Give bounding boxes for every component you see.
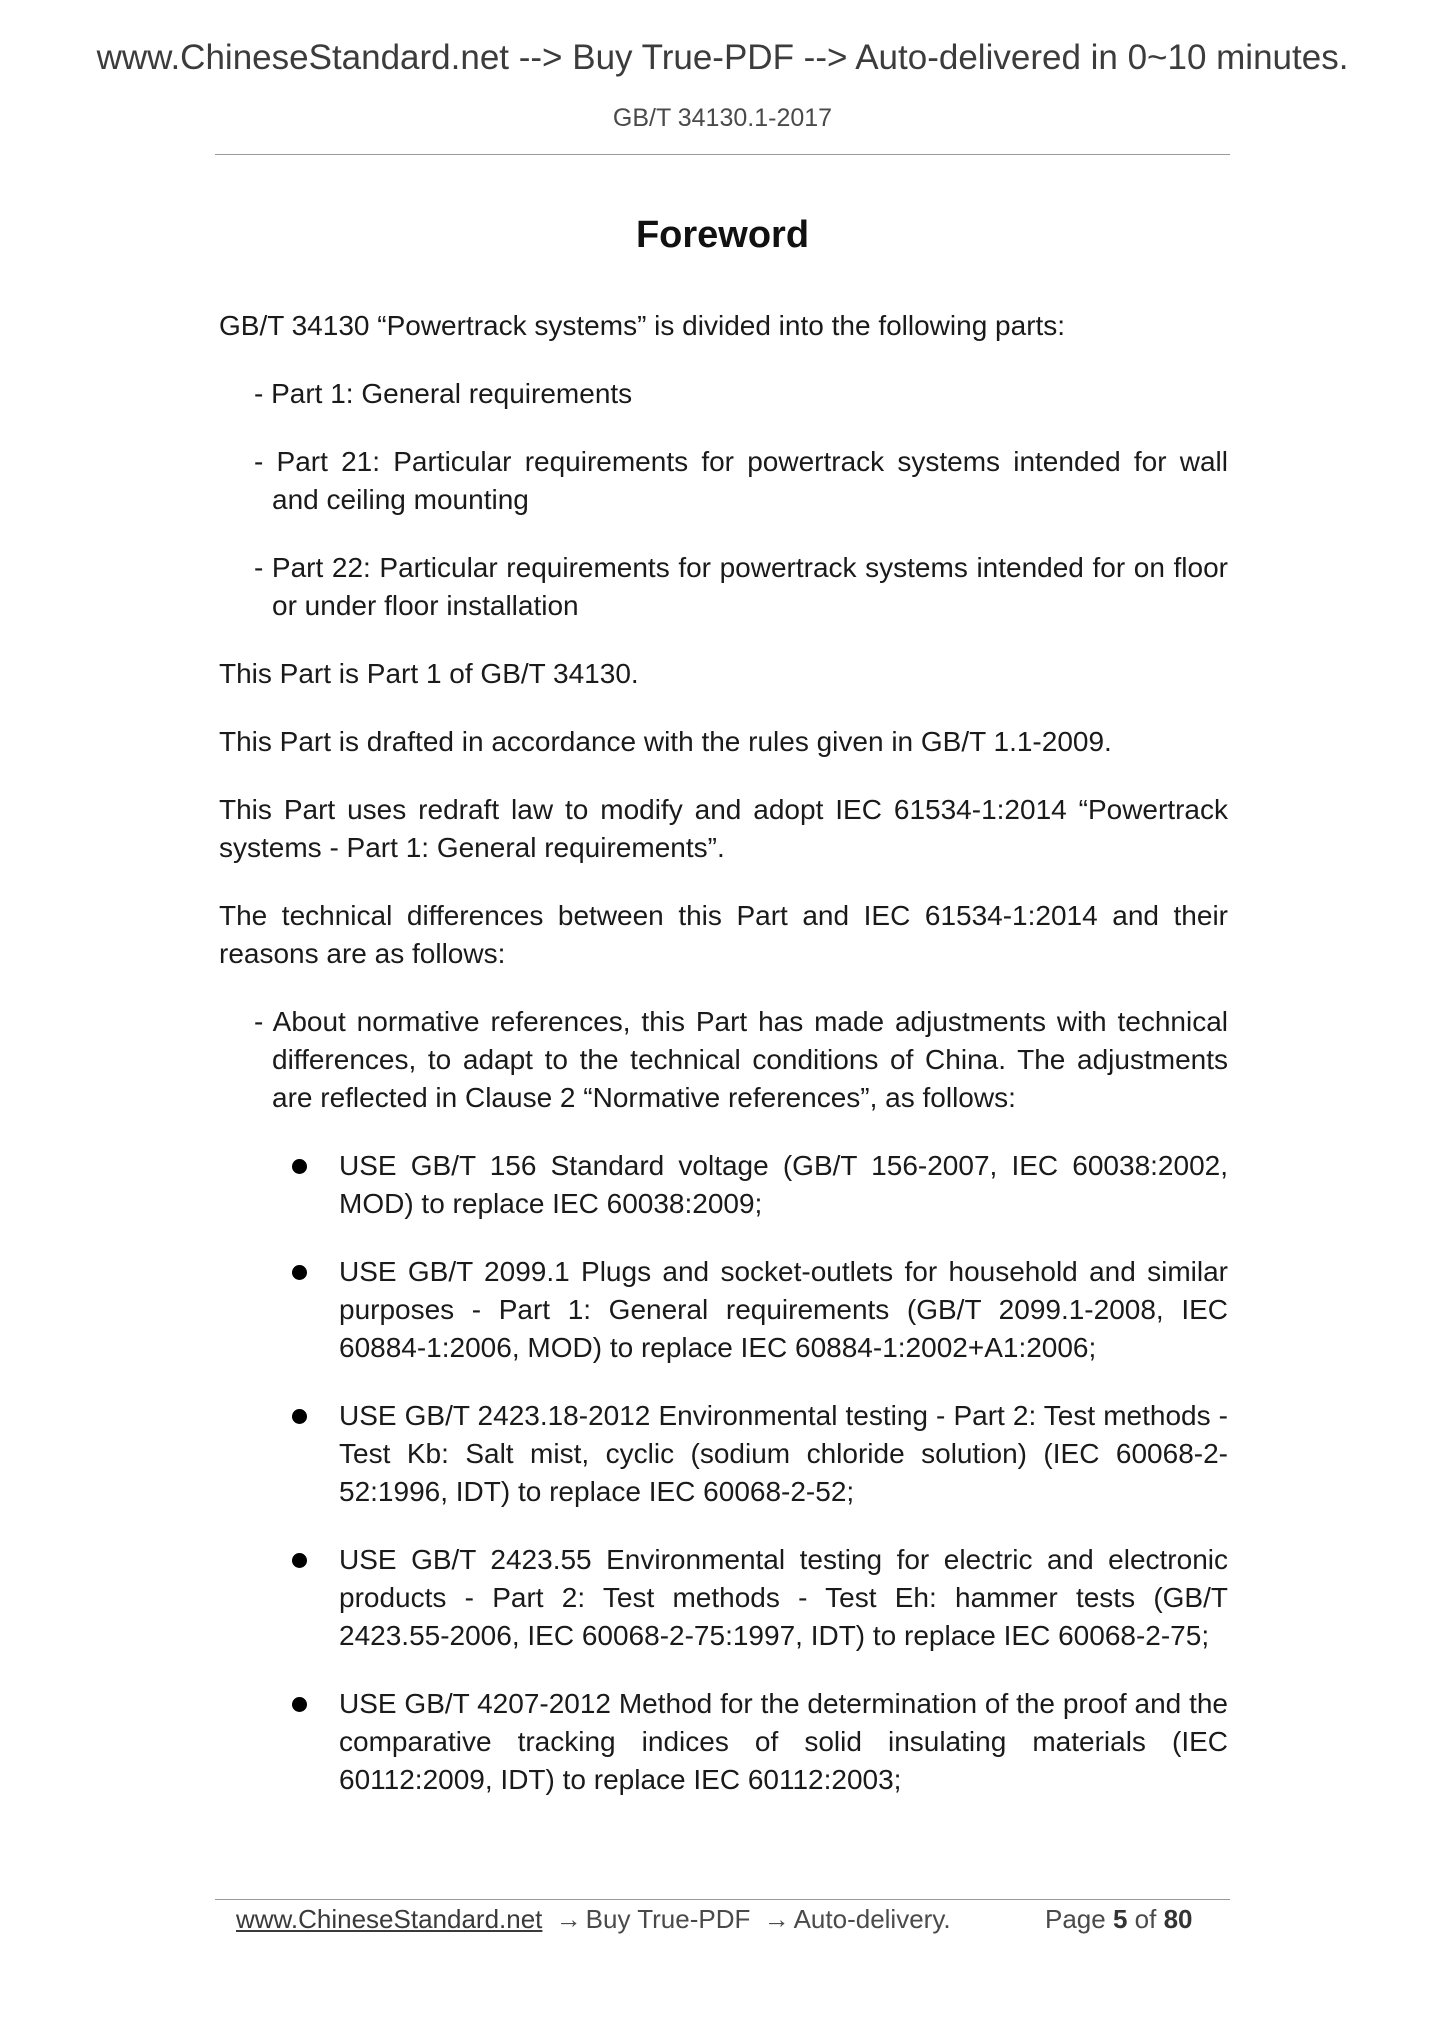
list-item bbox=[219, 1253, 1228, 1367]
drafting-rules-statement: This Part is drafted in accordance with the rules given in GB/T 1.1-2009. bbox=[219, 726, 1112, 757]
list-item bbox=[219, 1685, 1228, 1799]
adoption-statement: This Part uses redraft law to modify and adopt IEC 61534-1:2014 “Powertrack systems - Part 1: General requirements”. bbox=[219, 794, 1228, 863]
current-page: 5 bbox=[1112, 1904, 1128, 1934]
page-word: Page bbox=[1045, 1904, 1106, 1934]
bullet-icon bbox=[292, 1409, 307, 1424]
list-item bbox=[219, 1397, 1228, 1511]
total-pages: 80 bbox=[1163, 1904, 1193, 1934]
bullet-icon bbox=[292, 1553, 307, 1568]
header-divider bbox=[215, 154, 1230, 155]
list-item-text: USE GB/T 4207-2012 Method for the determination of the proof and the comparative tracking indices of solid insulating materials (IEC 60112:2009, IDT) to replace IEC 60112:2003; bbox=[339, 1688, 1228, 1795]
of-word: of bbox=[1134, 1904, 1157, 1934]
arrow-right-icon: → bbox=[763, 1904, 790, 1934]
list-item-text: USE GB/T 156 Standard voltage (GB/T 156-2007, IEC 60038:2002, MOD) to replace IEC 60038:2009; bbox=[339, 1150, 1228, 1219]
top-banner: www.ChineseStandard.net --> Buy True-PDF --> Auto-delivered in 0~10 minutes. bbox=[96, 38, 1349, 77]
foreword-body bbox=[219, 307, 1228, 1829]
bullet-icon bbox=[292, 1265, 307, 1280]
bullet-icon bbox=[292, 1697, 307, 1712]
footer-buy-text: Buy True-PDF bbox=[585, 1904, 751, 1934]
part-1-item: - Part 1: General requirements bbox=[254, 378, 633, 409]
arrow-right-icon: → bbox=[555, 1904, 582, 1934]
part-22-item: - Part 22: Particular requirements for powertrack systems intended for on floor or under floor installation bbox=[254, 552, 1228, 621]
intro-paragraph: GB/T 34130 “Powertrack systems” is divided into the following parts: bbox=[219, 310, 1066, 341]
standard-code: GB/T 34130.1-2017 bbox=[612, 104, 833, 132]
list-item-text: USE GB/T 2423.18-2012 Environmental testing - Part 2: Test methods - Test Kb: Salt mist, cyclic (sodium chloride solution) (IEC 60068-2-52:1996, IDT) to replace IEC 60068-2-52; bbox=[339, 1400, 1228, 1507]
list-item bbox=[219, 1541, 1228, 1655]
part-21-item: - Part 21: Particular requirements for powertrack systems intended for wall and ceiling mounting bbox=[254, 446, 1228, 515]
page-title: Foreword bbox=[635, 214, 810, 256]
part-statement: This Part is Part 1 of GB/T 34130. bbox=[219, 658, 639, 689]
bullet-icon bbox=[292, 1159, 307, 1174]
list-item bbox=[219, 1147, 1228, 1223]
normative-references-item: - About normative references, this Part has made adjustments with technical differences, to adapt to the technical conditions of China. The adjustments are reflected in Clause 2 “Normative references”, as follows: bbox=[254, 1006, 1228, 1113]
footer-links bbox=[236, 1904, 951, 1935]
footer-site-link[interactable]: www.ChineseStandard.net bbox=[236, 1904, 543, 1934]
footer-auto-text: Auto-delivery. bbox=[793, 1904, 951, 1934]
list-item-text: USE GB/T 2099.1 Plugs and socket-outlets for household and similar purposes - Part 1: General requirements (GB/T 2099.1-2008, IEC 60884-1:2006, MOD) to replace IEC 60884-1:2002+A1:2006; bbox=[339, 1256, 1228, 1363]
reference-list bbox=[219, 1147, 1228, 1799]
differences-statement: The technical differences between this Part and IEC 61534-1:2014 and their reasons are as follows: bbox=[219, 900, 1228, 969]
page-number bbox=[1045, 1904, 1193, 1935]
footer-divider bbox=[215, 1899, 1230, 1900]
list-item-text: USE GB/T 2423.55 Environmental testing for electric and electronic products - Part 2: Test methods - Test Eh: hammer tests (GB/T 2423.55-2006, IEC 60068-2-75:1997, IDT) to replace IEC 60068-2-75; bbox=[339, 1544, 1228, 1651]
